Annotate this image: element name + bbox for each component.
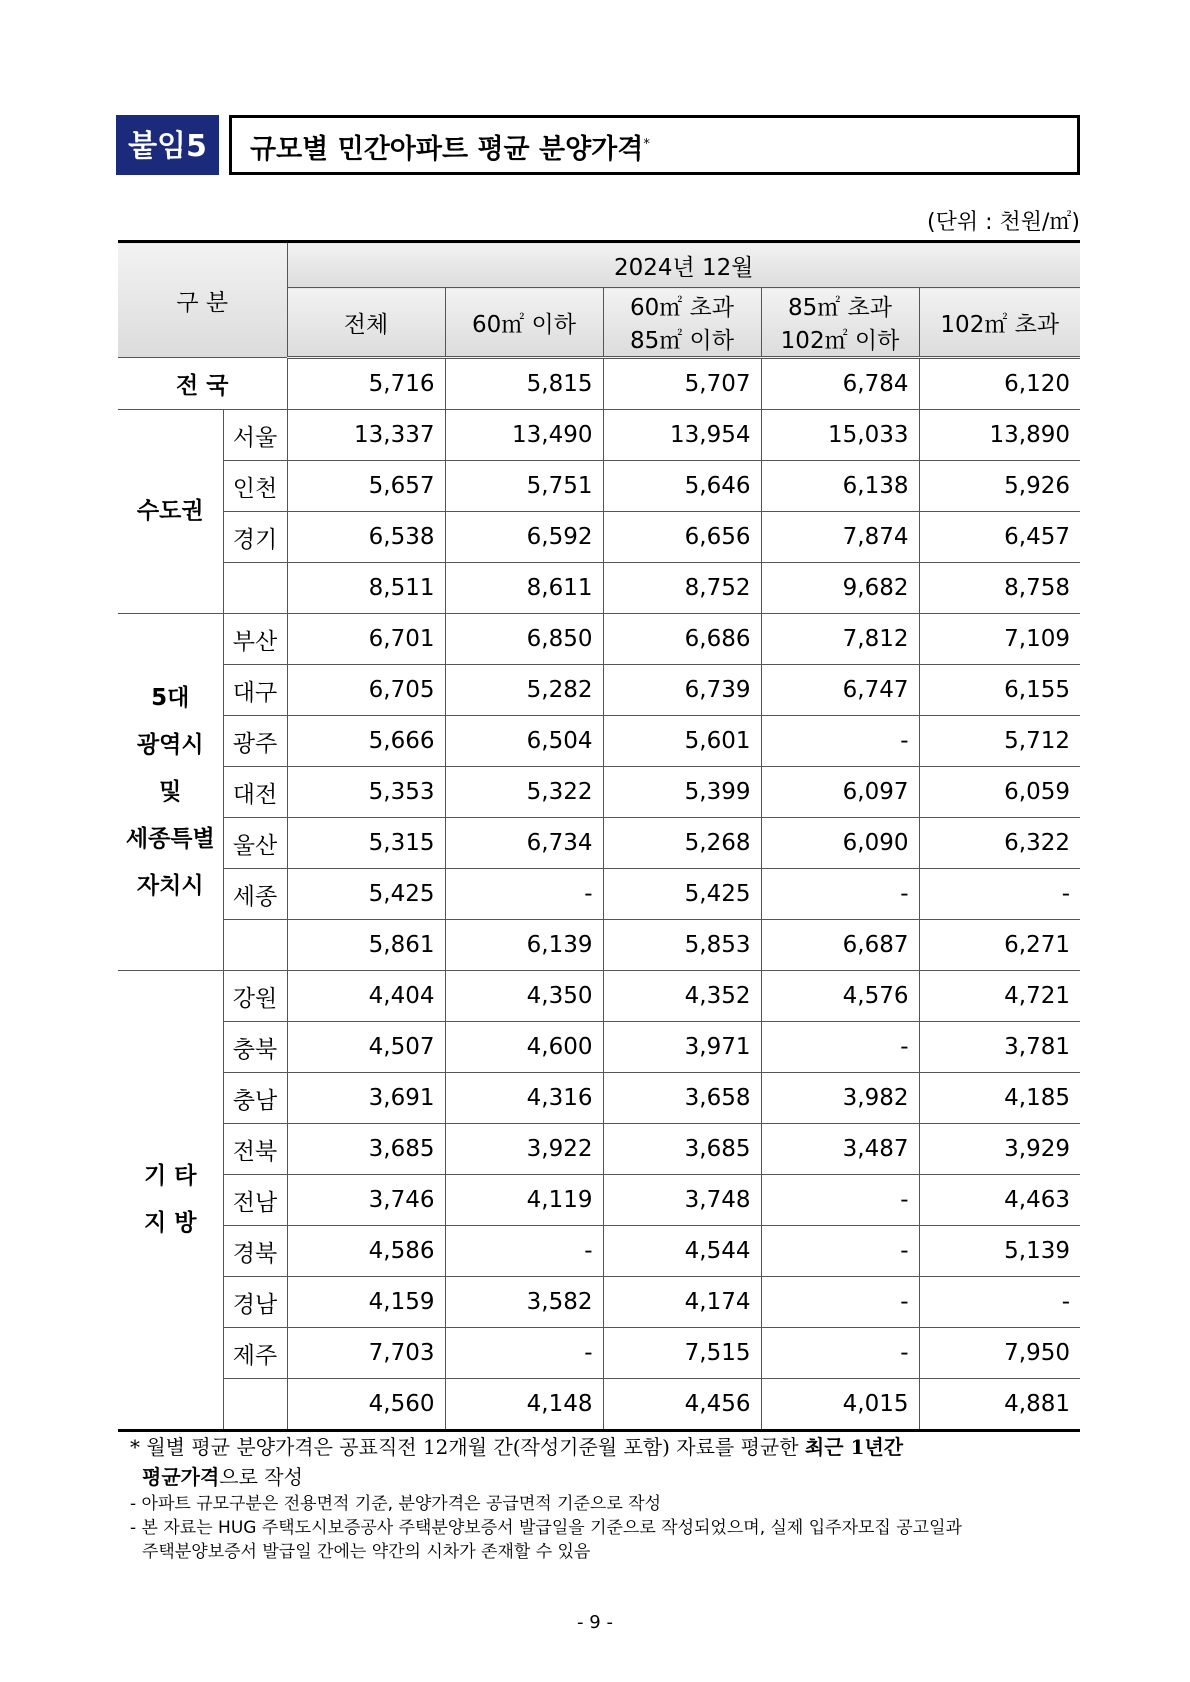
- value-cell: 3,658: [603, 1073, 761, 1124]
- value-cell: 5,282: [445, 665, 603, 716]
- value-cell: 3,582: [445, 1277, 603, 1328]
- value-cell: 6,686: [603, 614, 761, 665]
- attachment-badge: 붙임5: [116, 115, 219, 175]
- column-header-line: 60㎡ 초과: [629, 295, 734, 321]
- page-number: - 9 -: [577, 1612, 613, 1633]
- value-cell: 4,159: [287, 1277, 445, 1328]
- value-cell: 4,600: [445, 1022, 603, 1073]
- value-cell: 5,926: [919, 461, 1080, 512]
- column-header-4: [761, 288, 919, 358]
- city-label: 세종: [223, 869, 287, 920]
- value-cell: 5,657: [287, 461, 445, 512]
- value-cell: 4,316: [445, 1073, 603, 1124]
- corner-header: 구 분: [118, 242, 287, 358]
- value-cell: 4,119: [445, 1175, 603, 1226]
- subtotal-spacer: [223, 920, 287, 971]
- region-label-line: 지 방: [144, 1210, 197, 1236]
- value-cell: -: [761, 1022, 919, 1073]
- value-cell: 7,515: [603, 1328, 761, 1379]
- value-cell: 5,268: [603, 818, 761, 869]
- value-cell: 4,148: [445, 1379, 603, 1431]
- value-cell: 6,322: [919, 818, 1080, 869]
- value-cell: 6,097: [761, 767, 919, 818]
- value-cell: -: [761, 716, 919, 767]
- region-label-line: 5대: [151, 684, 190, 711]
- value-cell: 5,751: [445, 461, 603, 512]
- subtotal-row: [118, 920, 1080, 971]
- table-row: [118, 716, 1080, 767]
- price-table: [118, 240, 1080, 1432]
- footnote-1-bold-a: 최근 1년간: [804, 1435, 904, 1459]
- value-cell: 13,490: [445, 410, 603, 461]
- city-label: 경남: [223, 1277, 287, 1328]
- value-cell: 13,954: [603, 410, 761, 461]
- value-cell: 5,646: [603, 461, 761, 512]
- city-label: 경기: [223, 512, 287, 563]
- value-cell: 6,734: [445, 818, 603, 869]
- region-group-label: [118, 614, 223, 971]
- column-header-line: 전체: [343, 311, 389, 338]
- city-label: 울산: [223, 818, 287, 869]
- footnote-1-suffix: 으로 작성: [219, 1465, 303, 1489]
- subtotal-row: [118, 1379, 1080, 1431]
- table-row: [118, 665, 1080, 716]
- region-group-label: [118, 410, 223, 614]
- table-row: [118, 512, 1080, 563]
- city-label: 전북: [223, 1124, 287, 1175]
- city-label: 광주: [223, 716, 287, 767]
- footnote-1-bold-b: 평균가격: [142, 1465, 220, 1489]
- city-label: 제주: [223, 1328, 287, 1379]
- column-header-line: 85㎡ 초과: [787, 295, 892, 321]
- unit-note: (단위 : 천원/㎡): [927, 210, 1080, 235]
- value-cell: 6,504: [445, 716, 603, 767]
- value-cell: 8,511: [287, 563, 445, 614]
- value-cell: 6,139: [445, 920, 603, 971]
- value-cell: 4,544: [603, 1226, 761, 1277]
- value-cell: 5,601: [603, 716, 761, 767]
- value-cell: 6,850: [445, 614, 603, 665]
- value-cell: -: [919, 869, 1080, 920]
- value-cell: 4,352: [603, 971, 761, 1022]
- table-row: [118, 818, 1080, 869]
- value-cell: 3,781: [919, 1022, 1080, 1073]
- value-cell: 4,576: [761, 971, 919, 1022]
- table-row: [118, 971, 1080, 1022]
- national-label: 전 국: [118, 358, 287, 410]
- column-header-2: [445, 288, 603, 358]
- value-cell: 3,746: [287, 1175, 445, 1226]
- table-row: [118, 869, 1080, 920]
- table-body: [118, 358, 1080, 1431]
- city-label: 충남: [223, 1073, 287, 1124]
- value-cell: 4,456: [603, 1379, 761, 1431]
- column-header-1: [287, 288, 445, 358]
- value-cell: 8,752: [603, 563, 761, 614]
- value-cell: 4,185: [919, 1073, 1080, 1124]
- footnote-2: - 아파트 규모구분은 전용면적 기준, 분양가격은 공급면적 기준으로 작성: [130, 1494, 662, 1514]
- value-cell: 3,982: [761, 1073, 919, 1124]
- value-cell: -: [445, 1328, 603, 1379]
- value-cell: 3,685: [287, 1124, 445, 1175]
- value-cell: 8,611: [445, 563, 603, 614]
- page-title-text: 규모별 민간아파트 평균 분양가격: [250, 134, 644, 165]
- column-header-5: [919, 288, 1080, 358]
- value-cell: 7,109: [919, 614, 1080, 665]
- value-cell: -: [919, 1277, 1080, 1328]
- column-header-line: 85㎡ 이하: [629, 328, 734, 354]
- value-cell: 4,560: [287, 1379, 445, 1431]
- table-row: [118, 461, 1080, 512]
- value-cell: 3,691: [287, 1073, 445, 1124]
- value-cell: 6,701: [287, 614, 445, 665]
- city-label: 강원: [223, 971, 287, 1022]
- value-cell: 3,971: [603, 1022, 761, 1073]
- city-label: 대구: [223, 665, 287, 716]
- value-cell: 9,682: [761, 563, 919, 614]
- value-cell: 3,685: [603, 1124, 761, 1175]
- column-header-line: 102㎡ 초과: [940, 311, 1060, 338]
- footnote-3b: 주택분양보증서 발급일 간에는 약간의 시차가 존재할 수 있음: [142, 1542, 591, 1562]
- value-cell: 6,457: [919, 512, 1080, 563]
- value-cell: 7,812: [761, 614, 919, 665]
- table-row: [118, 1328, 1080, 1379]
- value-cell: 5,861: [287, 920, 445, 971]
- value-cell: -: [761, 1277, 919, 1328]
- value-cell: 6,592: [445, 512, 603, 563]
- value-cell: 6,739: [603, 665, 761, 716]
- table-row: [118, 1022, 1080, 1073]
- region-label-line: 광역시: [136, 731, 204, 758]
- value-cell: 6,705: [287, 665, 445, 716]
- value-cell: 5,353: [287, 767, 445, 818]
- table-row: [118, 614, 1080, 665]
- city-label: 경북: [223, 1226, 287, 1277]
- footnote-1-text: * 월별 평균 분양가격은 공표직전 12개월 간(작성기준월 포함) 자료를 평균한: [130, 1435, 805, 1459]
- table-row: [118, 767, 1080, 818]
- value-cell: 4,463: [919, 1175, 1080, 1226]
- city-label: 인천: [223, 461, 287, 512]
- value-cell: -: [761, 869, 919, 920]
- value-cell: 15,033: [761, 410, 919, 461]
- subtotal-row: [118, 563, 1080, 614]
- value-cell: 5,399: [603, 767, 761, 818]
- period-header: 2024년 12월: [287, 242, 1080, 288]
- page-title: [229, 115, 1080, 175]
- value-cell: 4,350: [445, 971, 603, 1022]
- city-label: 대전: [223, 767, 287, 818]
- section-header: [116, 115, 1080, 175]
- value-cell: 6,687: [761, 920, 919, 971]
- region-group-label: [118, 971, 223, 1431]
- value-cell: 6,155: [919, 665, 1080, 716]
- value-cell: 5,712: [919, 716, 1080, 767]
- value-cell: 7,950: [919, 1328, 1080, 1379]
- value-cell: 7,703: [287, 1328, 445, 1379]
- table-row: [118, 410, 1080, 461]
- value-cell: 4,404: [287, 971, 445, 1022]
- value-cell: -: [445, 869, 603, 920]
- table-row: [118, 1124, 1080, 1175]
- value-cell: 7,874: [761, 512, 919, 563]
- value-cell: 6,120: [919, 358, 1080, 410]
- value-cell: 4,881: [919, 1379, 1080, 1431]
- value-cell: 4,507: [287, 1022, 445, 1073]
- table-row: [118, 1073, 1080, 1124]
- value-cell: 5,425: [603, 869, 761, 920]
- value-cell: 6,538: [287, 512, 445, 563]
- value-cell: -: [761, 1175, 919, 1226]
- footnote-3a: - 본 자료는 HUG 주택도시보증공사 주택분양보증서 발급일을 기준으로 작성되었으며, 실제 입주자모집 공고일과: [130, 1518, 962, 1538]
- region-label-line: 기 타: [144, 1163, 197, 1189]
- value-cell: 6,090: [761, 818, 919, 869]
- value-cell: 6,059: [919, 767, 1080, 818]
- value-cell: 5,716: [287, 358, 445, 410]
- city-label: 전남: [223, 1175, 287, 1226]
- national-row: [118, 358, 1080, 410]
- value-cell: 13,890: [919, 410, 1080, 461]
- value-cell: -: [761, 1328, 919, 1379]
- subtotal-spacer: [223, 563, 287, 614]
- table-row: [118, 1277, 1080, 1328]
- column-header-3: [603, 288, 761, 358]
- value-cell: 6,271: [919, 920, 1080, 971]
- footnotes: [130, 1432, 1080, 1564]
- column-header-line: 102㎡ 이하: [780, 328, 900, 354]
- value-cell: 3,748: [603, 1175, 761, 1226]
- value-cell: 5,666: [287, 716, 445, 767]
- value-cell: 6,138: [761, 461, 919, 512]
- value-cell: -: [761, 1226, 919, 1277]
- value-cell: 5,853: [603, 920, 761, 971]
- table-row: [118, 1175, 1080, 1226]
- value-cell: 5,425: [287, 869, 445, 920]
- value-cell: 5,139: [919, 1226, 1080, 1277]
- value-cell: 3,929: [919, 1124, 1080, 1175]
- value-cell: 6,656: [603, 512, 761, 563]
- region-label-line: 자치시: [136, 872, 204, 899]
- table-row: [118, 1226, 1080, 1277]
- value-cell: 6,784: [761, 358, 919, 410]
- value-cell: 4,721: [919, 971, 1080, 1022]
- value-cell: -: [445, 1226, 603, 1277]
- value-cell: 4,015: [761, 1379, 919, 1431]
- value-cell: 6,747: [761, 665, 919, 716]
- value-cell: 5,322: [445, 767, 603, 818]
- city-label: 부산: [223, 614, 287, 665]
- value-cell: 4,174: [603, 1277, 761, 1328]
- region-label-line: 수도권: [136, 498, 204, 524]
- value-cell: 5,315: [287, 818, 445, 869]
- value-cell: 13,337: [287, 410, 445, 461]
- table-header-row-1: [118, 242, 1080, 288]
- subtotal-spacer: [223, 1379, 287, 1431]
- city-label: 충북: [223, 1022, 287, 1073]
- value-cell: 4,586: [287, 1226, 445, 1277]
- value-cell: 5,707: [603, 358, 761, 410]
- value-cell: 8,758: [919, 563, 1080, 614]
- region-label-line: 및: [159, 778, 182, 805]
- city-label: 서울: [223, 410, 287, 461]
- value-cell: 5,815: [445, 358, 603, 410]
- region-label-line: 세종특별: [125, 825, 215, 852]
- column-header-line: 60㎡ 이하: [471, 311, 576, 338]
- footnote-1: [130, 1432, 1080, 1492]
- title-footnote-mark: *: [643, 137, 650, 152]
- value-cell: 3,487: [761, 1124, 919, 1175]
- value-cell: 3,922: [445, 1124, 603, 1175]
